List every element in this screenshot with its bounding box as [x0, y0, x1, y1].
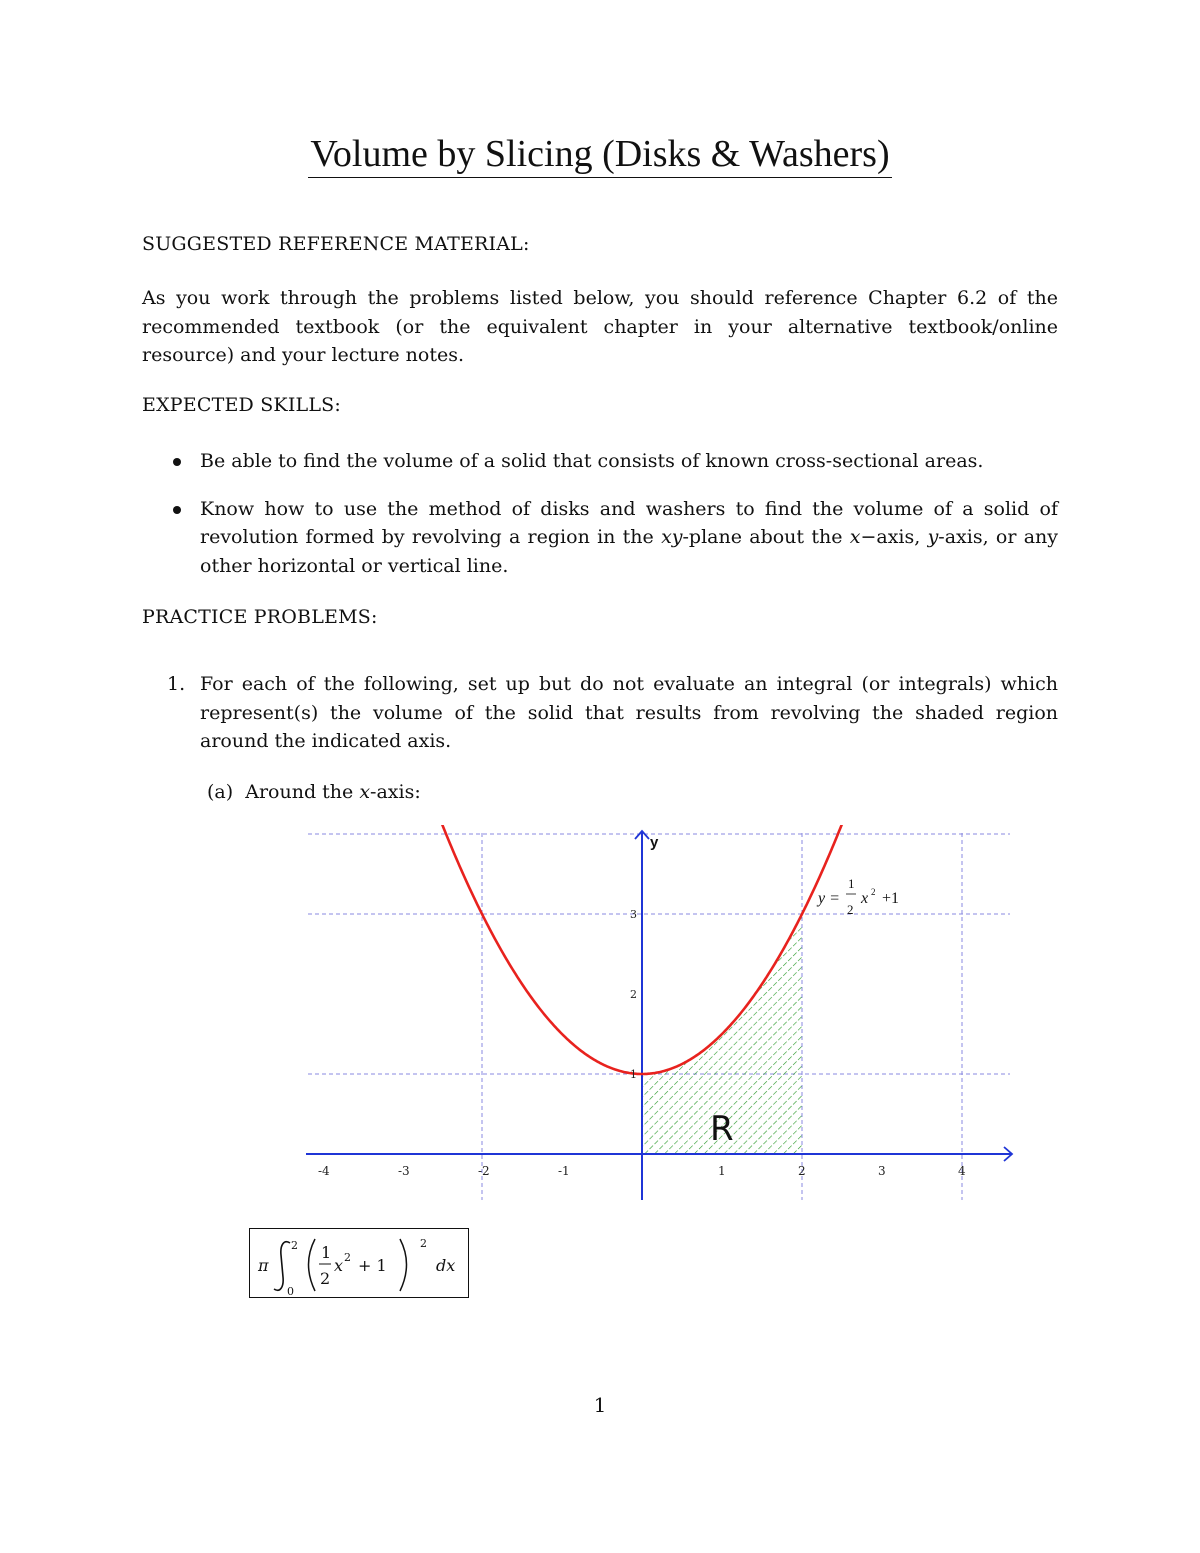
left-paren-icon: [309, 1239, 316, 1291]
skill-item: [170, 495, 1058, 581]
svg-text:+1: +1: [882, 890, 900, 907]
lower-limit: 0: [287, 1285, 294, 1298]
answer-formula: [250, 1229, 470, 1299]
skill-item: [170, 447, 1058, 476]
y-tick-label: 1: [630, 1068, 637, 1081]
page-number: 1: [593, 1393, 607, 1417]
skills-list: [170, 447, 1058, 580]
reference-heading: SUGGESTED REFERENCE MATERIAL:: [142, 233, 530, 255]
plus-one: + 1: [358, 1256, 387, 1275]
svg-text:1: 1: [848, 876, 855, 891]
fraction-denominator: 2: [320, 1269, 331, 1288]
reference-paragraph: As you work through the problems listed below, you should reference Chapter 6.2 of the recommended textbook (or the equivalent chapter in your alternative textbook/online resource) and your lecture notes.: [142, 287, 1058, 366]
bullet-icon: [173, 458, 181, 466]
inner-exponent: 2: [344, 1251, 351, 1264]
upper-limit: 2: [291, 1239, 298, 1252]
y-tick-labels: [630, 908, 637, 1081]
skills-heading: EXPECTED SKILLS:: [142, 394, 341, 416]
outer-exponent: 2: [420, 1237, 427, 1250]
y-tick-label: 2: [630, 988, 637, 1001]
differential: dx: [436, 1256, 456, 1275]
x-tick-label: -4: [318, 1164, 330, 1178]
answer-box: [249, 1228, 469, 1298]
variable-x: x: [334, 1256, 344, 1275]
x-tick-label: -3: [398, 1164, 410, 1178]
svg-text:x: x: [861, 890, 869, 907]
page-title-text: Volume by Slicing (Disks & Washers): [308, 133, 891, 178]
parabola-graph: [300, 825, 1020, 1205]
x-tick-label: 4: [958, 1164, 966, 1178]
x-tick-label: -2: [478, 1164, 490, 1178]
svg-text:2: 2: [871, 887, 876, 897]
fraction-numerator: 1: [321, 1243, 332, 1262]
x-tick-label: 3: [878, 1164, 886, 1178]
skill-item-text: Know how to use the method of disks and washers to find the volume of a solid of revolution formed by revolving a region in the xy-plane about the x−axis, y-axis, or any other horizontal or vertical line.: [200, 497, 1058, 577]
y-axis-label: y: [650, 834, 659, 851]
practice-heading: PRACTICE PROBLEMS:: [142, 606, 378, 628]
integral-sign-icon: [274, 1242, 290, 1291]
region-label: R: [710, 1109, 734, 1149]
problem-text: For each of the following, set up but do not evaluate an integral (or integrals) which represent(s) the volume of the solid that results from revolving the shaded region around the indicated axis.: [200, 673, 1058, 752]
page-title: [0, 132, 1200, 176]
problem-1: [167, 670, 1058, 756]
pi-symbol: π: [258, 1256, 269, 1275]
x-tick-label: 1: [718, 1164, 726, 1178]
x-tick-label: -1: [558, 1164, 570, 1178]
skill-item-text: Be able to find the volume of a solid that consists of known cross-sectional areas.: [200, 450, 984, 472]
part-a-label: (a) Around the x-axis:: [207, 781, 421, 803]
curve-equation-label: [816, 876, 899, 917]
x-tick-label: 2: [798, 1164, 806, 1178]
svg-text:2: 2: [847, 902, 854, 917]
y-tick-label: 3: [630, 908, 637, 921]
bullet-icon: [173, 506, 181, 514]
svg-text:y =: y =: [818, 890, 840, 907]
right-paren-icon: [400, 1239, 407, 1291]
problem-number: 1.: [167, 673, 186, 695]
